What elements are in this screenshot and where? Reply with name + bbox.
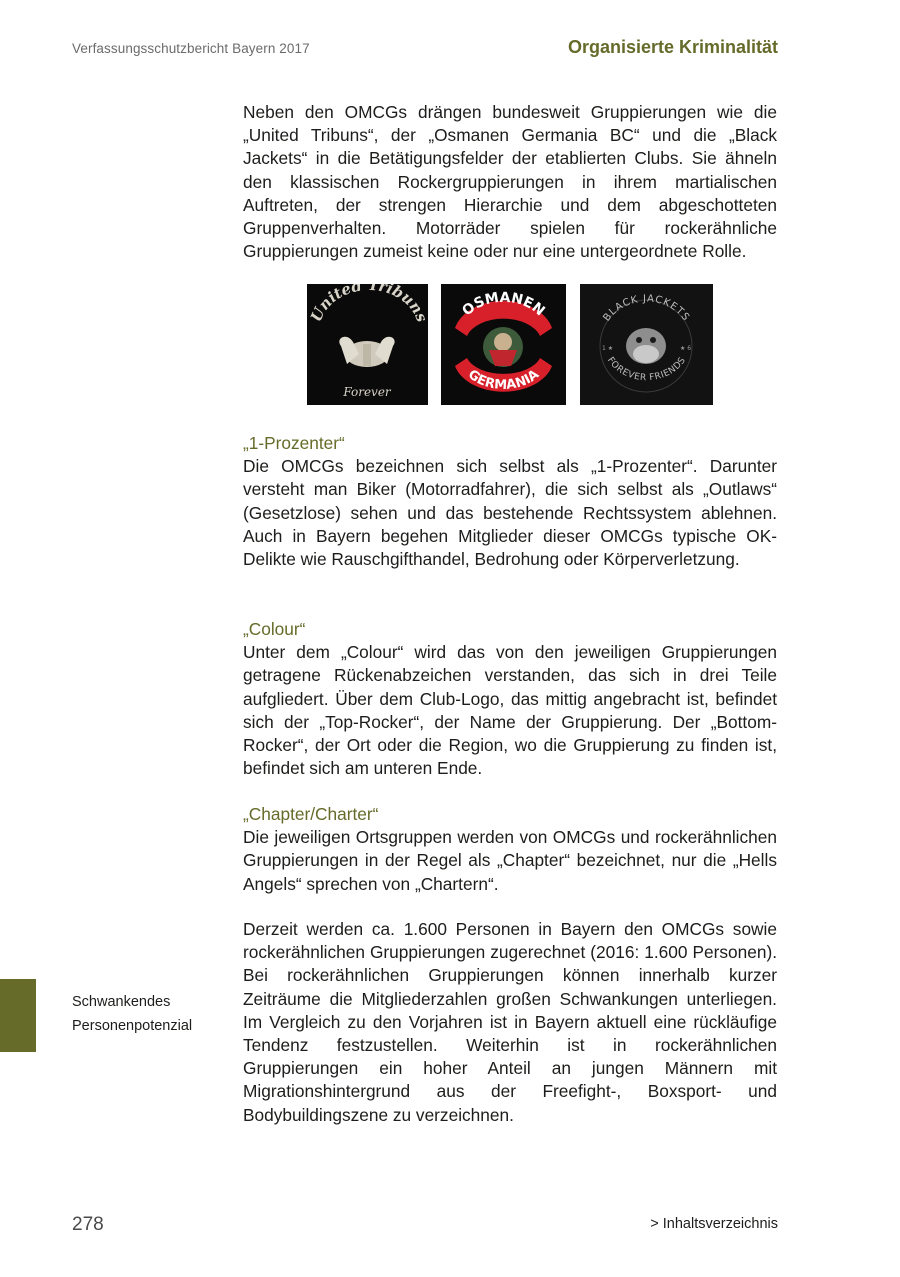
page-number: 278 [72, 1214, 104, 1235]
osmanen-germania-emblem [441, 284, 566, 405]
black-jackets-left-mark: 1 ★ [602, 345, 614, 352]
section-body: Unter dem „Colour“ wird das von den jeweiligen Gruppierungen getragene Rückenabzeichen verstanden, das sich in drei Teile aufgliedert. Über dem Club-Logo, das mittig angebracht ist, befindet sich der „Top-Rocker“, der Name der Gruppierung. Der „Bottom-Rocker“, der Ort oder die Region, wo die Gruppierung zu finden ist, befindet sich am unteren Ende. [243, 642, 777, 779]
table-of-contents-link[interactable]: > Inhaltsverzeichnis [650, 1216, 778, 1232]
intro-block [243, 101, 777, 263]
section-heading: „Colour“ [243, 619, 306, 639]
logo-strip [307, 284, 713, 405]
united-tribuns-logo [307, 284, 428, 405]
united-tribuns-top-text: United Tribun [307, 284, 427, 325]
black-jackets-right-mark: ★ 6 [680, 345, 692, 352]
black-jackets-emblem [580, 284, 713, 405]
united-tribuns-bottom-text: Forever [343, 385, 391, 399]
black-jackets-logo [580, 284, 713, 405]
closing-block [243, 918, 777, 1127]
section-body: Die jeweiligen Ortsgruppen werden von OMCGs und rockerähnlichen Gruppierungen in der Regel als „Chapter“ bezeichnet, nur die „Hells Angels“ sprechen von „Chartern“. [243, 827, 777, 894]
section-1-prozenter [243, 432, 777, 571]
chapter-side-tab [0, 979, 36, 1052]
margin-note [72, 990, 192, 1038]
osmanen-germania-logo [441, 284, 566, 405]
chapter-title: Organisierte Kriminalität [567, 37, 778, 57]
united-tribuns-emblem [307, 284, 428, 405]
black-jackets-top-text: BLACK JACKETS [601, 293, 692, 324]
section-body: Die OMCGs bezeichnen sich selbst als „1-Prozenter“. Darunter versteht man Biker (Motorradfahrer), die sich selbst als „Outlaws“ (Gesetzlose) sehen und das bestehende Rechtssystem ablehnen. Auch in Bayern begehen Mitglieder dieser OMCGs typische OK-Delikte wie Rauschgifthandel, Bedrohung oder Körperverletzung. [243, 456, 777, 570]
section-chapter-charter [243, 803, 777, 896]
closing-paragraph: Derzeit werden ca. 1.600 Personen in Bayern den OMCGs sowie rockerähnlichen Gruppierungen zugerechnet (2016: 1.600 Personen). Bei rockerähnlichen Gruppierungen können innerhalb kurzer Zeiträume die Mitgliederzahlen großen Schwankungen unterliegen. Im Vergleich zu den Vorjahren ist in Bayern aktuell eine rückläufige Tendenz festzustellen. Weiterhin ist in rockerähnlichen Gruppierungen ein hoher Anteil an jungen Männern mit Migrationshintergrund aus der Freefight-, Boxsport- und Bodybuildingszene zu verzeichnen. [243, 919, 777, 1125]
osmanen-top-text: OSMANEN [459, 289, 548, 320]
section-heading: „1-Prozenter“ [243, 433, 345, 453]
osmanen-bottom-text: GERMANIA [464, 367, 543, 394]
intro-paragraph: Neben den OMCGs drängen bundesweit Gruppierungen wie die „United Tribuns“, der „Osmanen Germania BC“ und die „Black Jackets“ in die Betätigungsfelder der etablierten Clubs. Sie ähneln den klassischen Rockergruppierungen in ihrem martialischen Auftreten, der strengen Hierarchie und dem abgeschotteten Gruppenverhalten. Motorräder spielen für rockerähnliche Gruppierungen zumeist keine oder nur eine untergeordnete Rolle. [243, 102, 777, 262]
running-header-left: Verfassungsschutzbericht Bayern 2017 [72, 41, 310, 56]
black-jackets-bottom-text: FOREVER FRIENDS [604, 355, 689, 384]
section-colour [243, 618, 777, 780]
margin-note-line: Schwankendes [72, 994, 171, 1010]
margin-note-line: Personenpotenzial [72, 1018, 193, 1034]
section-heading: „Chapter/Charter“ [243, 804, 379, 824]
